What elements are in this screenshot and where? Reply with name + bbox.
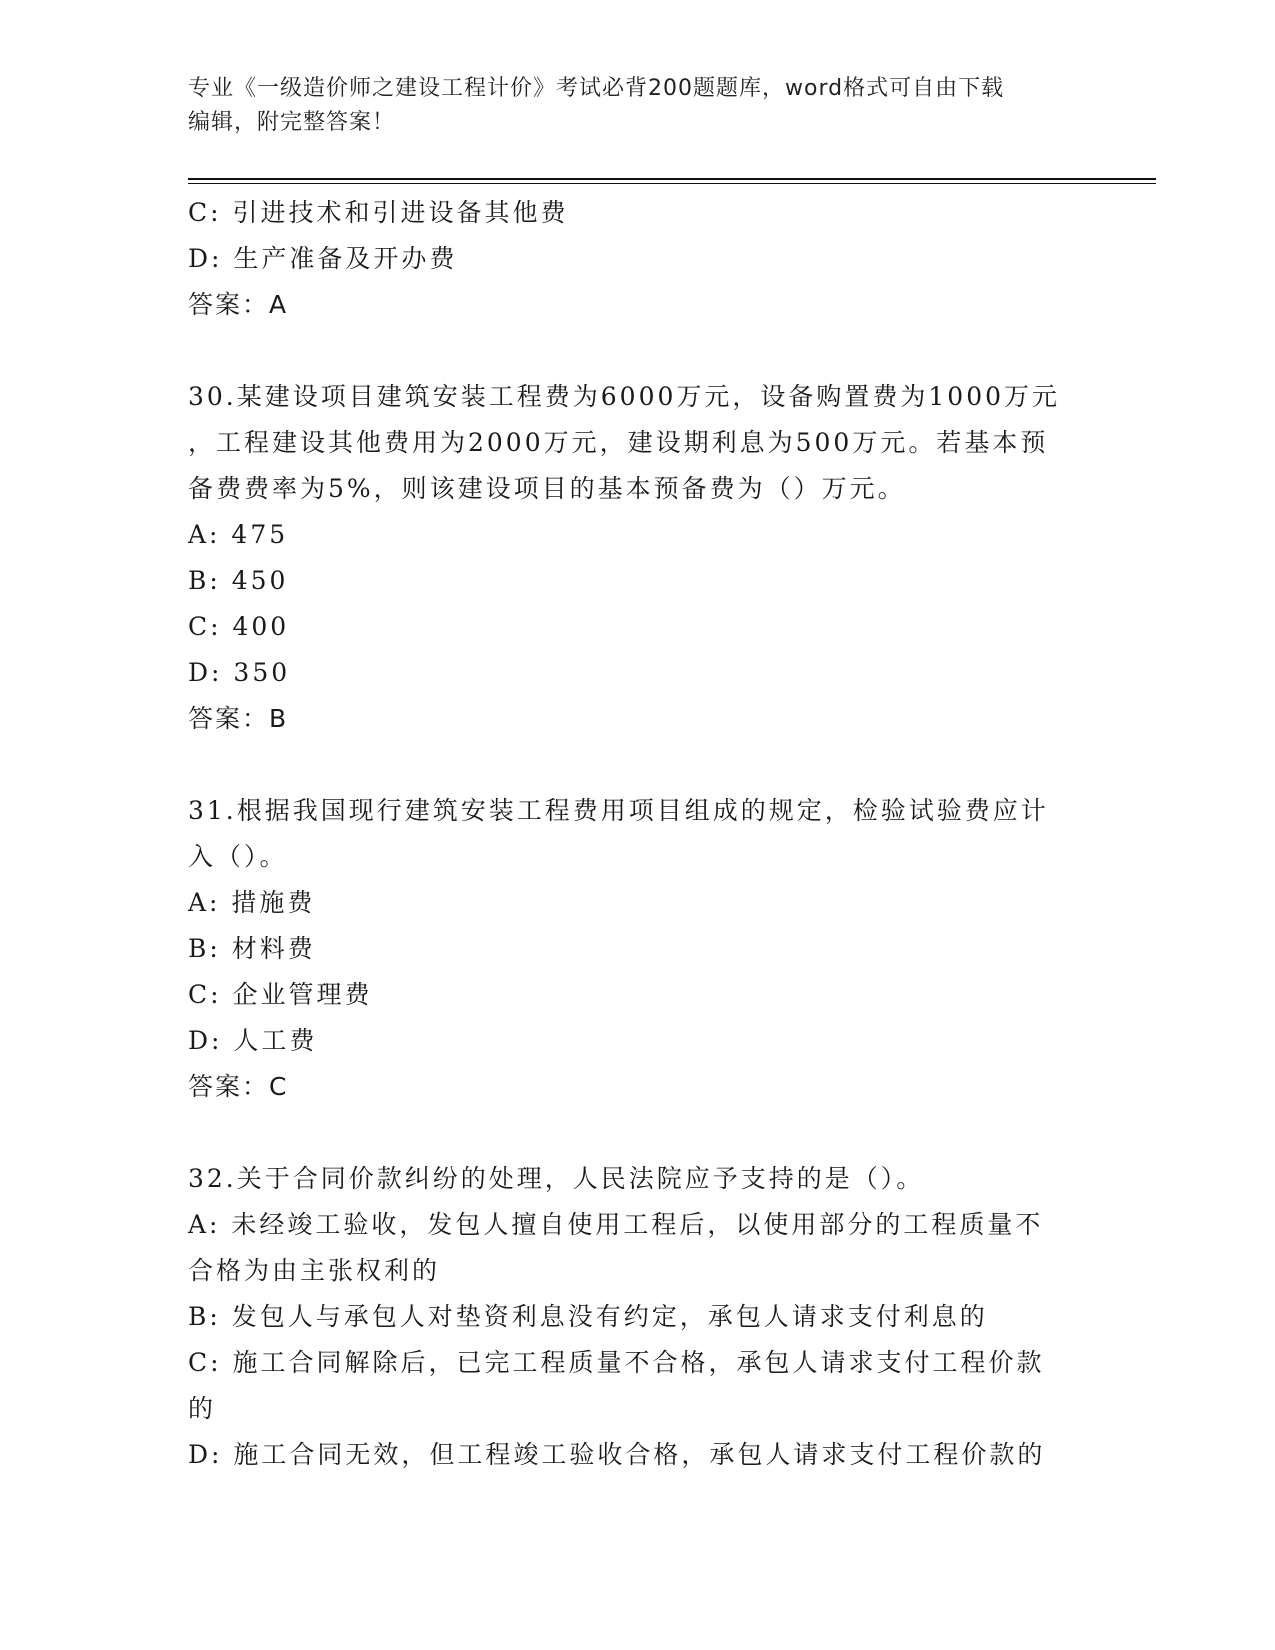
- answer-line: 答案：B: [188, 704, 289, 733]
- spacer: [188, 742, 1088, 788]
- question-content: [188, 190, 1088, 1478]
- answer-line: 答案：C: [188, 1072, 289, 1101]
- question-32: [188, 1156, 1088, 1478]
- question-stem: 入（）。: [188, 842, 288, 871]
- option-d: D: 施工合同无效，但工程竣工验收合格，承包人请求支付工程价款的: [188, 1440, 1046, 1469]
- question-stem: 备费费率为5%，则该建设项目的基本预备费为（）万元。: [188, 474, 906, 503]
- previous-question-tail: [188, 190, 1088, 328]
- header-title-line-1: 专业《一级造价师之建设工程计价》考试必背200题题库，word格式可自由下载: [188, 76, 1005, 101]
- option-d: D: 生产准备及开办费: [188, 244, 458, 273]
- answer-line: 答案：A: [188, 290, 289, 319]
- question-stem: 31.根据我国现行建筑安装工程费用项目组成的规定，检验试验费应计: [188, 796, 1049, 825]
- option-c: C: 施工合同解除后，已完工程质量不合格，承包人请求支付工程价款: [188, 1348, 1045, 1377]
- option-a-continued: 合格为由主张权利的: [188, 1256, 441, 1285]
- header-divider-bottom: [188, 183, 1156, 184]
- option-b: B: 发包人与承包人对垫资利息没有约定，承包人请求支付利息的: [188, 1302, 988, 1331]
- option-a: A: 475: [188, 520, 289, 549]
- option-b: B: 材料费: [188, 934, 316, 963]
- question-30: [188, 374, 1088, 742]
- option-b: B: 450: [188, 566, 289, 595]
- question-stem: 30.某建设项目建筑安装工程费为6000万元，设备购置费为1000万元: [188, 382, 1061, 411]
- option-c: C: 400: [188, 612, 290, 641]
- question-31: [188, 788, 1088, 1110]
- header-title-line-2: 编辑，附完整答案！: [188, 110, 396, 135]
- option-c: C: 企业管理费: [188, 980, 373, 1009]
- option-a: A: 未经竣工验收，发包人擅自使用工程后，以使用部分的工程质量不: [188, 1210, 1044, 1239]
- question-stem: ，工程建设其他费用为2000万元，建设期利息为500万元。若基本预: [188, 428, 1049, 457]
- option-d: D: 350: [188, 658, 291, 687]
- option-c: C: 引进技术和引进设备其他费: [188, 198, 569, 227]
- option-c-continued: 的: [188, 1394, 217, 1423]
- option-d: D: 人工费: [188, 1026, 318, 1055]
- spacer: [188, 328, 1088, 374]
- question-stem: 32.关于合同价款纠纷的处理，人民法院应予支持的是（）。: [188, 1164, 925, 1193]
- header-divider-top: [188, 178, 1156, 180]
- spacer: [188, 1110, 1088, 1156]
- page-header: [188, 72, 1088, 140]
- option-a: A: 措施费: [188, 888, 316, 917]
